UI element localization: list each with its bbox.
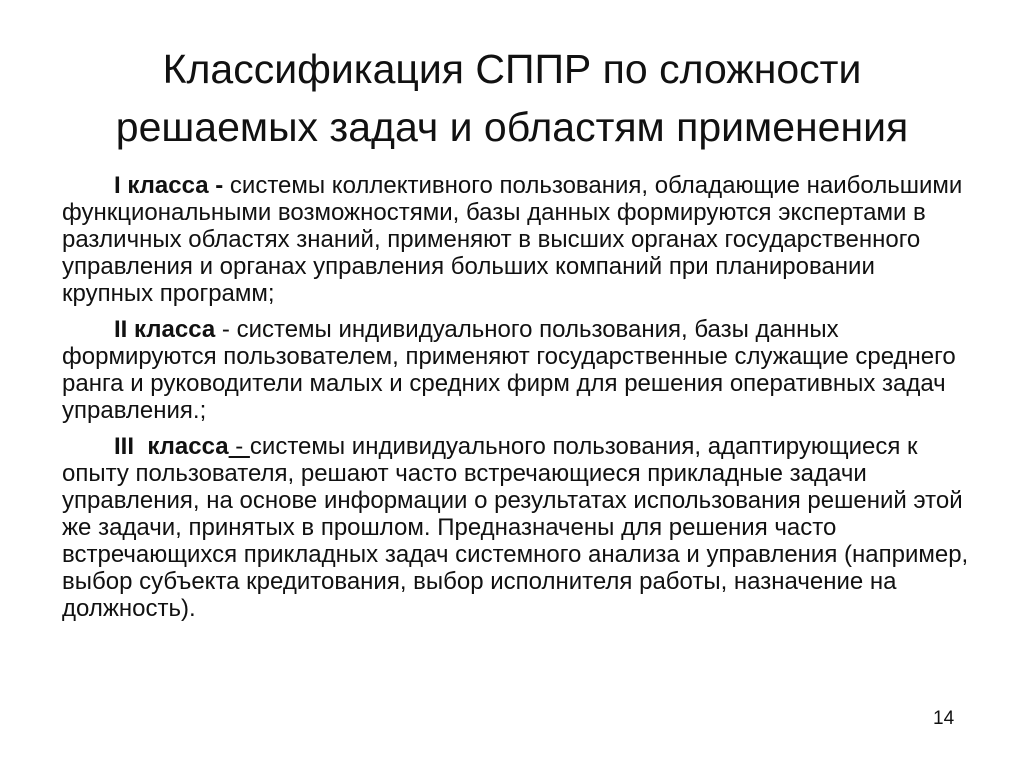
page-number: 14	[933, 708, 955, 729]
paragraph-class-3-lead: III класса	[114, 433, 229, 460]
paragraph-class-1-separator: -	[208, 172, 230, 199]
slide-body	[62, 172, 972, 631]
paragraph-class-3-text: системы индивидуального пользования, адаптирующиеся к опыту пользователя, решают часто встречающиеся прикладные задачи управления, на основе информации о результатах использования решений этой же задачи, принятых в прошлом. Предназначены для решения часто встречающихся прикладных задач системного анализа и управления (например, выбор субъекта кредитования, выбор исполнителя работы, назначение на должность).	[62, 433, 969, 622]
slide-title-line-1: Классификация СППР по сложности	[162, 46, 862, 92]
paragraph-class-2-lead: II класса	[114, 316, 216, 343]
paragraph-class-2-text: системы индивидуального пользования, базы данных формируются пользователем, применяют государственные служащие среднего ранга и руководители малых и средних фирм для решения оперативных задач управления.;	[62, 316, 956, 424]
paragraph-class-1-lead: I класса	[114, 172, 209, 199]
slide-title-line-2: решаемых задач и областям применения	[115, 104, 909, 150]
paragraph-class-3	[62, 433, 972, 622]
paragraph-class-3-separator: -	[228, 433, 250, 460]
slide-title	[60, 40, 964, 156]
paragraph-class-2-separator: -	[215, 316, 237, 343]
paragraph-class-1	[62, 172, 972, 307]
paragraph-class-1-text: системы коллективного пользования, обладающие наибольшими функциональными возможностями, базы данных формируются экспертами в различных областях знаний, применяют в высших органах государственного управления и органах управления больших компаний при планировании крупных программ;	[62, 172, 963, 307]
paragraph-class-2	[62, 316, 972, 424]
